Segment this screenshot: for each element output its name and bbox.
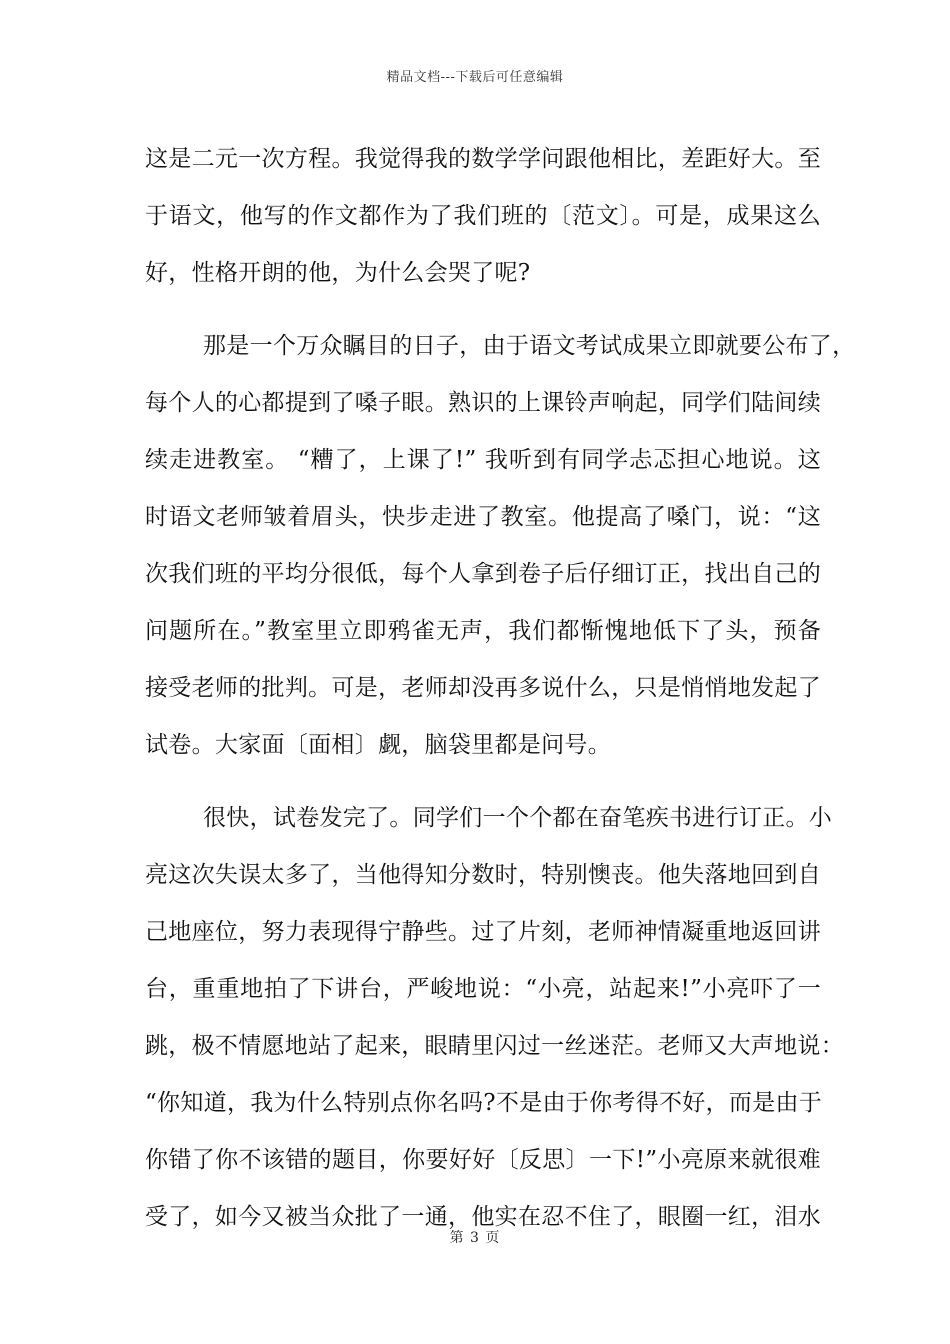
document-body [145, 131, 856, 1246]
text-line: 己地座位，努力表现得宁静些。过了片刻，老师神情凝重地返回讲 [145, 919, 821, 945]
text-line: 你错了你不该错的题目，你要好好〔反思〕一下!”小亮原来就很难 [145, 1147, 821, 1173]
text-line: 这是二元一次方程。我觉得我的数学学问跟他相比，差距好大。至 [145, 146, 821, 172]
text-line: 亮这次失误太多了，当他得知分数时，特别懊丧。他失落地回到自 [145, 862, 821, 888]
text-line: 时语文老师皱着眉头，快步走进了教室。他提高了嗓门，说：“这 [145, 504, 821, 530]
text-line: 续走进教室。 “糟了，上课了!” 我听到有同学忐忑担心地说。这 [145, 447, 821, 473]
text-line: 好，性格开朗的他，为什么会哭了呢? [145, 260, 531, 286]
page-header: 精品文档---下载后可任意编辑 [386, 70, 564, 85]
text-line: 受了，如今又被当众批了一通，他实在忍不住了，眼圈一红，泪水 [145, 1204, 821, 1230]
text-line: 每个人的心都提到了嗓子眼。熟识的上课铃声响起，同学们陆间续 [145, 390, 821, 416]
text-line: 次我们班的平均分很低，每个人拿到卷子后仔细订正，找出自己的 [145, 561, 821, 587]
text-line: “你知道，我为什么特别点你名吗?不是由于你考得不好，而是由于 [145, 1090, 823, 1116]
text-line: 于语文，他写的作文都作为了我们班的〔范文〕。可是，成果这么 [145, 203, 821, 229]
text-line: 那是一个万众瞩目的日子，由于语文考试成果立即就要公布了， [203, 333, 856, 359]
text-line: 台，重重地拍了下讲台，严峻地说：“小亮，站起来!”小亮吓了一 [145, 976, 821, 1002]
text-line: 跳，极不情愿地站了起来，眼睛里闪过一丝迷茫。老师又大声地说： [145, 1033, 844, 1059]
text-line: 试卷。大家面〔面相〕觑，脑袋里都是问号。 [145, 732, 611, 758]
text-line: 接受老师的批判。可是，老师却没再多说什么，只是悄悄地发起了 [145, 675, 821, 701]
text-line: 问题所在。”教室里立即鸦雀无声，我们都惭愧地低下了头，预备 [145, 618, 821, 644]
page-number: 第 3 页 [449, 1230, 501, 1246]
text-line: 很快，试卷发完了。同学们一个个都在奋笔疾书进行订正。小 [203, 805, 833, 831]
